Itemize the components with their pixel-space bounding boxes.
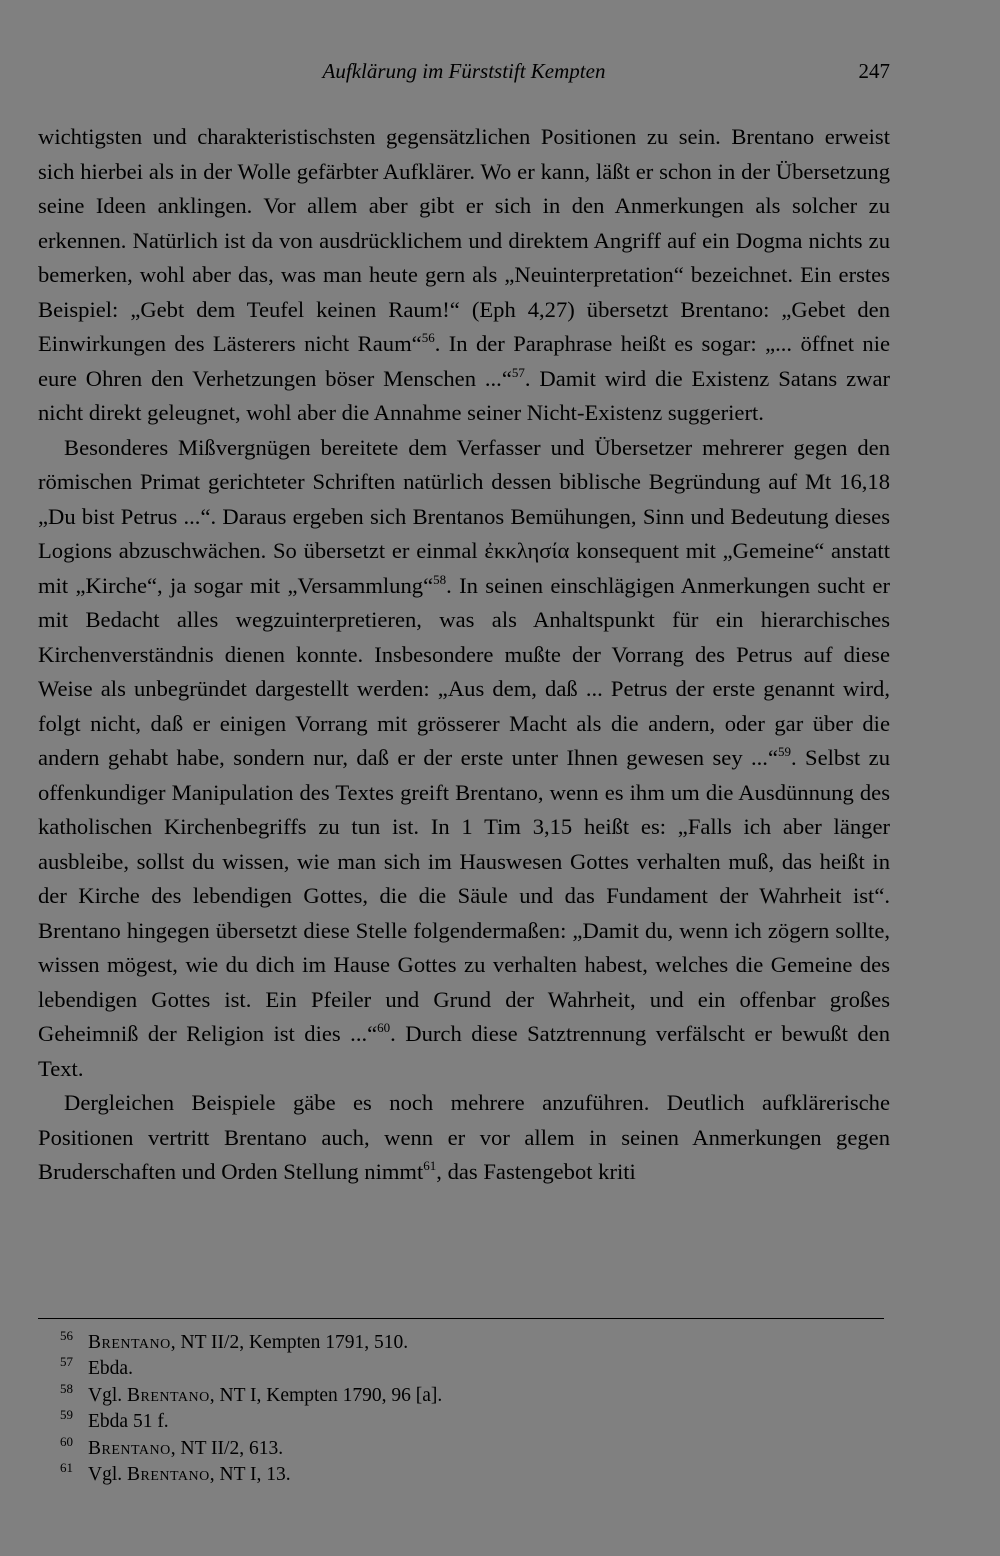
footnote-number: 60	[60, 1433, 73, 1449]
footnote-ref: 61	[423, 1158, 437, 1173]
footnote-number: 57	[60, 1354, 73, 1370]
footnote-ref: 58	[433, 571, 447, 587]
running-title: Aufklärung im Fürststift Kempten	[322, 59, 606, 83]
footnote	[60, 1356, 890, 1382]
footnote	[60, 1433, 890, 1462]
footnote	[60, 1330, 890, 1356]
text-run: Besonderes Mißvergnügen bereitete dem Verfasser und Übersetzer mehrerer gegen den römischen Primat gerichteter Schriften natürlich dessen biblische Begründung auf Mt 16,18 „Du bist Petrus ...“. Daraus ergeben sich Brentanos Bemühungen, Sinn und Bedeutung dieses Logions abzuschwächen. So übersetzt er einmal ἐκκλησία konsequent mit „Gemeine“ anstatt mit „Kirche“, ja sogar mit „Versammlung“	[38, 434, 890, 598]
footnote-ref: 57	[511, 364, 525, 380]
paragraph-2	[38, 431, 890, 1087]
footnote-ref: 56	[421, 330, 435, 345]
footnote-prefix: Vgl.	[88, 1464, 127, 1486]
footnote-citation: , NT II/2, 613.	[170, 1437, 284, 1459]
footnote-ref: 60	[377, 1020, 391, 1035]
footnote-text	[88, 1462, 291, 1487]
footnote-citation: , NT II/2, Kempten 1791, 510.	[170, 1332, 409, 1353]
text-run: wichtigsten und charakteristischsten gegensätzlichen Positionen zu sein. Brentano erweist sich hierbei als in der Wolle gefärbter Aufklärer. Wo er kann, läßt er schon in der Übersetzung seine Ideen anklingen. Vor allem aber gibt er sich in den Anmerkungen als solcher zu erkennen. Natürlich ist da von ausdrücklichem und direktem Angriff auf ein Dogma nichts zu bemerken, wohl aber das, was man heute gern als „Neuinterpretation“ bezeichnet. Ein erstes Beispiel: „Gebt dem Teufel keinen Raum!“ (Eph 4,27) übersetzt Brentano: „Gebet den Einwirkungen des Lästerers nicht Raum“	[38, 124, 890, 356]
text-run: . Durch diese Satztrennung verfälscht er bewußt den Text.	[38, 1021, 890, 1081]
page-number: 247	[858, 59, 890, 83]
footnote-citation: Ebda.	[88, 1358, 133, 1380]
footnote	[60, 1462, 890, 1488]
footnote-text	[88, 1436, 283, 1461]
footnote-text	[88, 1383, 442, 1408]
footnote-author: Brentano	[127, 1464, 210, 1486]
footnote-text	[88, 1356, 133, 1381]
footnote-rule	[38, 1318, 884, 1319]
footnote-number: 58	[60, 1380, 73, 1396]
footnote-number: 56	[60, 1328, 73, 1343]
footnote-author: Brentano	[88, 1437, 171, 1459]
footnote-citation: Ebda 51 f.	[88, 1411, 169, 1433]
text-run: . In seinen einschlägigen Anmerkungen sucht er mit Bedacht alles wegzuinterpretieren, was als Anhaltspunkt für ein hierarchisches Kirchenverständnis dienen konnte. Insbesondere mußte der Vorrang des Petrus auf diese Weise als unbegründet dargestellt werden: „Aus dem, daß ... Petrus der erste genannt wird, folgt nicht, daß er einigen Vorrang mit grösserer Macht als die andern, oder gar über die andern gehabt habe, sondern nur, daß er der erste unter Ihnen gewesen sey ...“	[38, 572, 890, 770]
paragraph-1	[38, 120, 890, 431]
text-run: , das Fastengebot kriti	[436, 1159, 636, 1184]
footnote-citation: , NT I, Kempten 1790, 96 [a].	[209, 1384, 443, 1406]
footnote-text	[88, 1330, 408, 1355]
paragraph-3	[38, 1086, 890, 1190]
footnote-text	[88, 1409, 169, 1434]
footnote-author: Brentano	[88, 1332, 171, 1353]
running-head	[38, 56, 890, 90]
footnote	[60, 1380, 890, 1409]
text-run: . Selbst zu offenkundiger Manipulation des Textes greift Brentano, wenn es ihm um die Ausdünnung des katholischen Kirchenbegriffs zu tun ist. In 1 Tim 3,15 heißt es: „Falls ich aber länger ausbleibe, sollst du wissen, wie man sich im Hauswesen Gottes verhalten muß, das heißt in der Kirche des lebendigen Gottes, die die Säule und das Fundament der Wahrheit ist“. Brentano hingegen übersetzt diese Stelle folgendermaßen: „Damit du, wenn ich zögern sollte, wissen mögest, wie du dich im Hause Gottes zu verhalten habest, welches die Gemeine des lebendigen Gottes ist. Ein Pfeiler und Grund der Wahrheit, und ein offenbar großes Geheimniß der Religion ist dies ...“	[38, 745, 890, 1046]
body-text	[38, 120, 890, 1190]
footnotes	[60, 1330, 890, 1488]
footnote	[60, 1409, 890, 1435]
text-run: . Damit wird die Existenz Satans zwar nicht direkt geleugnet, wohl aber die Annahme seiner Nicht-Existenz suggeriert.	[38, 365, 890, 425]
footnote-prefix: Vgl.	[88, 1384, 127, 1406]
footnote-ref: 59	[777, 744, 791, 759]
footnote-citation: , NT I, 13.	[209, 1464, 291, 1486]
footnote-author: Brentano	[127, 1384, 210, 1406]
text-run: . In der Paraphrase heißt es sogar: „... öffnet nie eure Ohren den Verhetzungen böser Menschen ...“	[38, 331, 890, 391]
footnote-number: 59	[60, 1407, 73, 1423]
footnote-number: 61	[60, 1460, 73, 1476]
text-run: Dergleichen Beispiele gäbe es noch mehrere anzuführen. Deutlich aufklärerische Positionen vertritt Brentano auch, wenn er vor allem in seinen Anmerkungen gegen Bruderschaften und Orden Stellung nimmt	[38, 1090, 890, 1184]
